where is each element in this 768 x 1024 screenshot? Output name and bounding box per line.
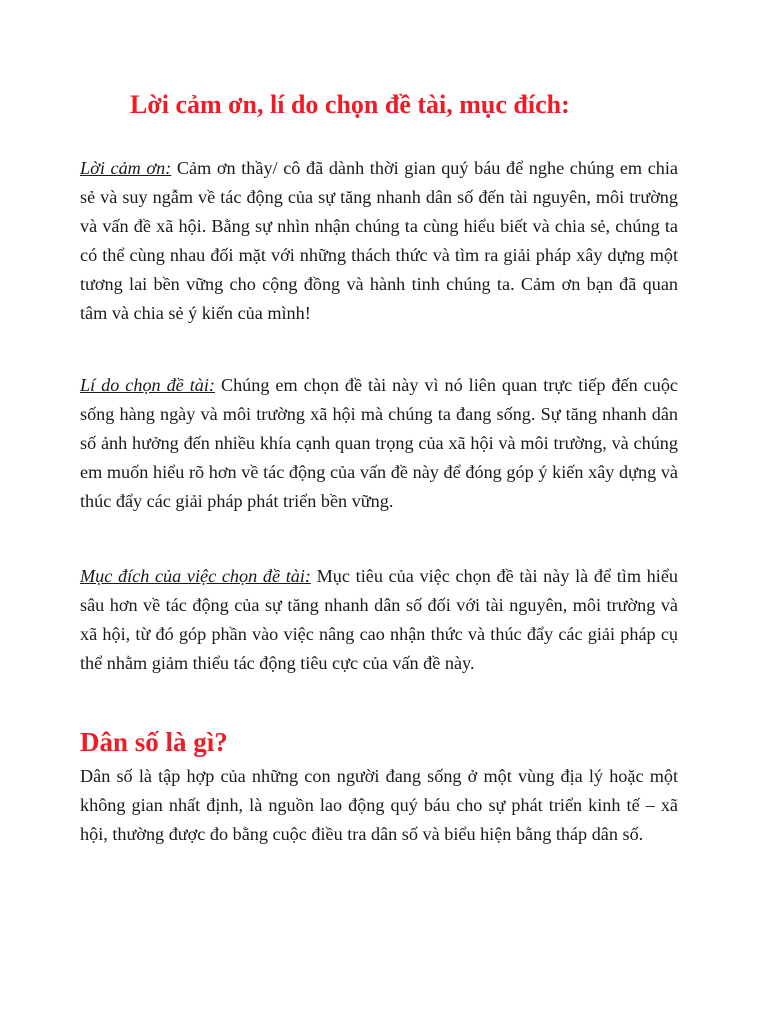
definition-paragraph: Dân số là tập hợp của những con người đang sống ở một vùng địa lý hoặc một không gian nhất định, là nguồn lao động quý báu cho sự phát triển kinh tế – xã hội, thường được đo bằng cuộc điều tra dân số và biểu hiện bằng tháp dân số. (80, 766, 678, 844)
reason-lead: Lí do chọn đề tài: (80, 375, 215, 395)
page-title: Lời cảm ơn, lí do chọn đề tài, mục đích: (130, 90, 570, 119)
section-heading: Dân số là gì? (80, 727, 228, 757)
purpose-text: Mục tiêu của việc chọn đề tài này là để tìm hiểu sâu hơn về tác động của sự tăng nhanh dân số đối với tài nguyên, môi trường và xã hội, từ đó góp phần vào việc nâng cao nhận thức và thúc đẩy các giải pháp cụ thể nhằm giảm thiểu tác động tiêu cực của vấn đề này. (80, 566, 678, 673)
purpose-lead: Mục đích của việc chọn đề tài: (80, 566, 311, 586)
reason-paragraph (80, 371, 678, 516)
reason-text: Chúng em chọn đề tài này vì nó liên quan trực tiếp đến cuộc sống hàng ngày và môi trường xã hội mà chúng ta đang sống. Sự tăng nhanh dân số ảnh hưởng đến nhiều khía cạnh quan trọng của xã hội và môi trường, và chúng em muốn hiểu rõ hơn về tác động của vấn đề này để đóng góp ý kiến xây dựng và thúc đẩy các giải pháp phát triển bền vững. (80, 375, 678, 511)
acknowledgement-paragraph (80, 154, 678, 327)
acknowledgement-lead: Lời cảm ơn: (80, 158, 172, 178)
acknowledgement-text: Cảm ơn thầy/ cô đã dành thời gian quý báu để nghe chúng em chia sẻ và suy ngẫm về tác động của sự tăng nhanh dân số đến tài nguyên, môi trường và vấn đề xã hội. Bằng sự nhìn nhận chúng ta cùng hiểu biết và chia sẻ, chúng ta có thể cùng nhau đối mặt với những thách thức và tìm ra giải pháp xây dựng một tương lai bền vững cho cộng đồng và hành tinh chúng ta. Cảm ơn bạn đã quan tâm và chia sẻ ý kiến của mình! (80, 158, 678, 323)
purpose-paragraph (80, 562, 678, 678)
